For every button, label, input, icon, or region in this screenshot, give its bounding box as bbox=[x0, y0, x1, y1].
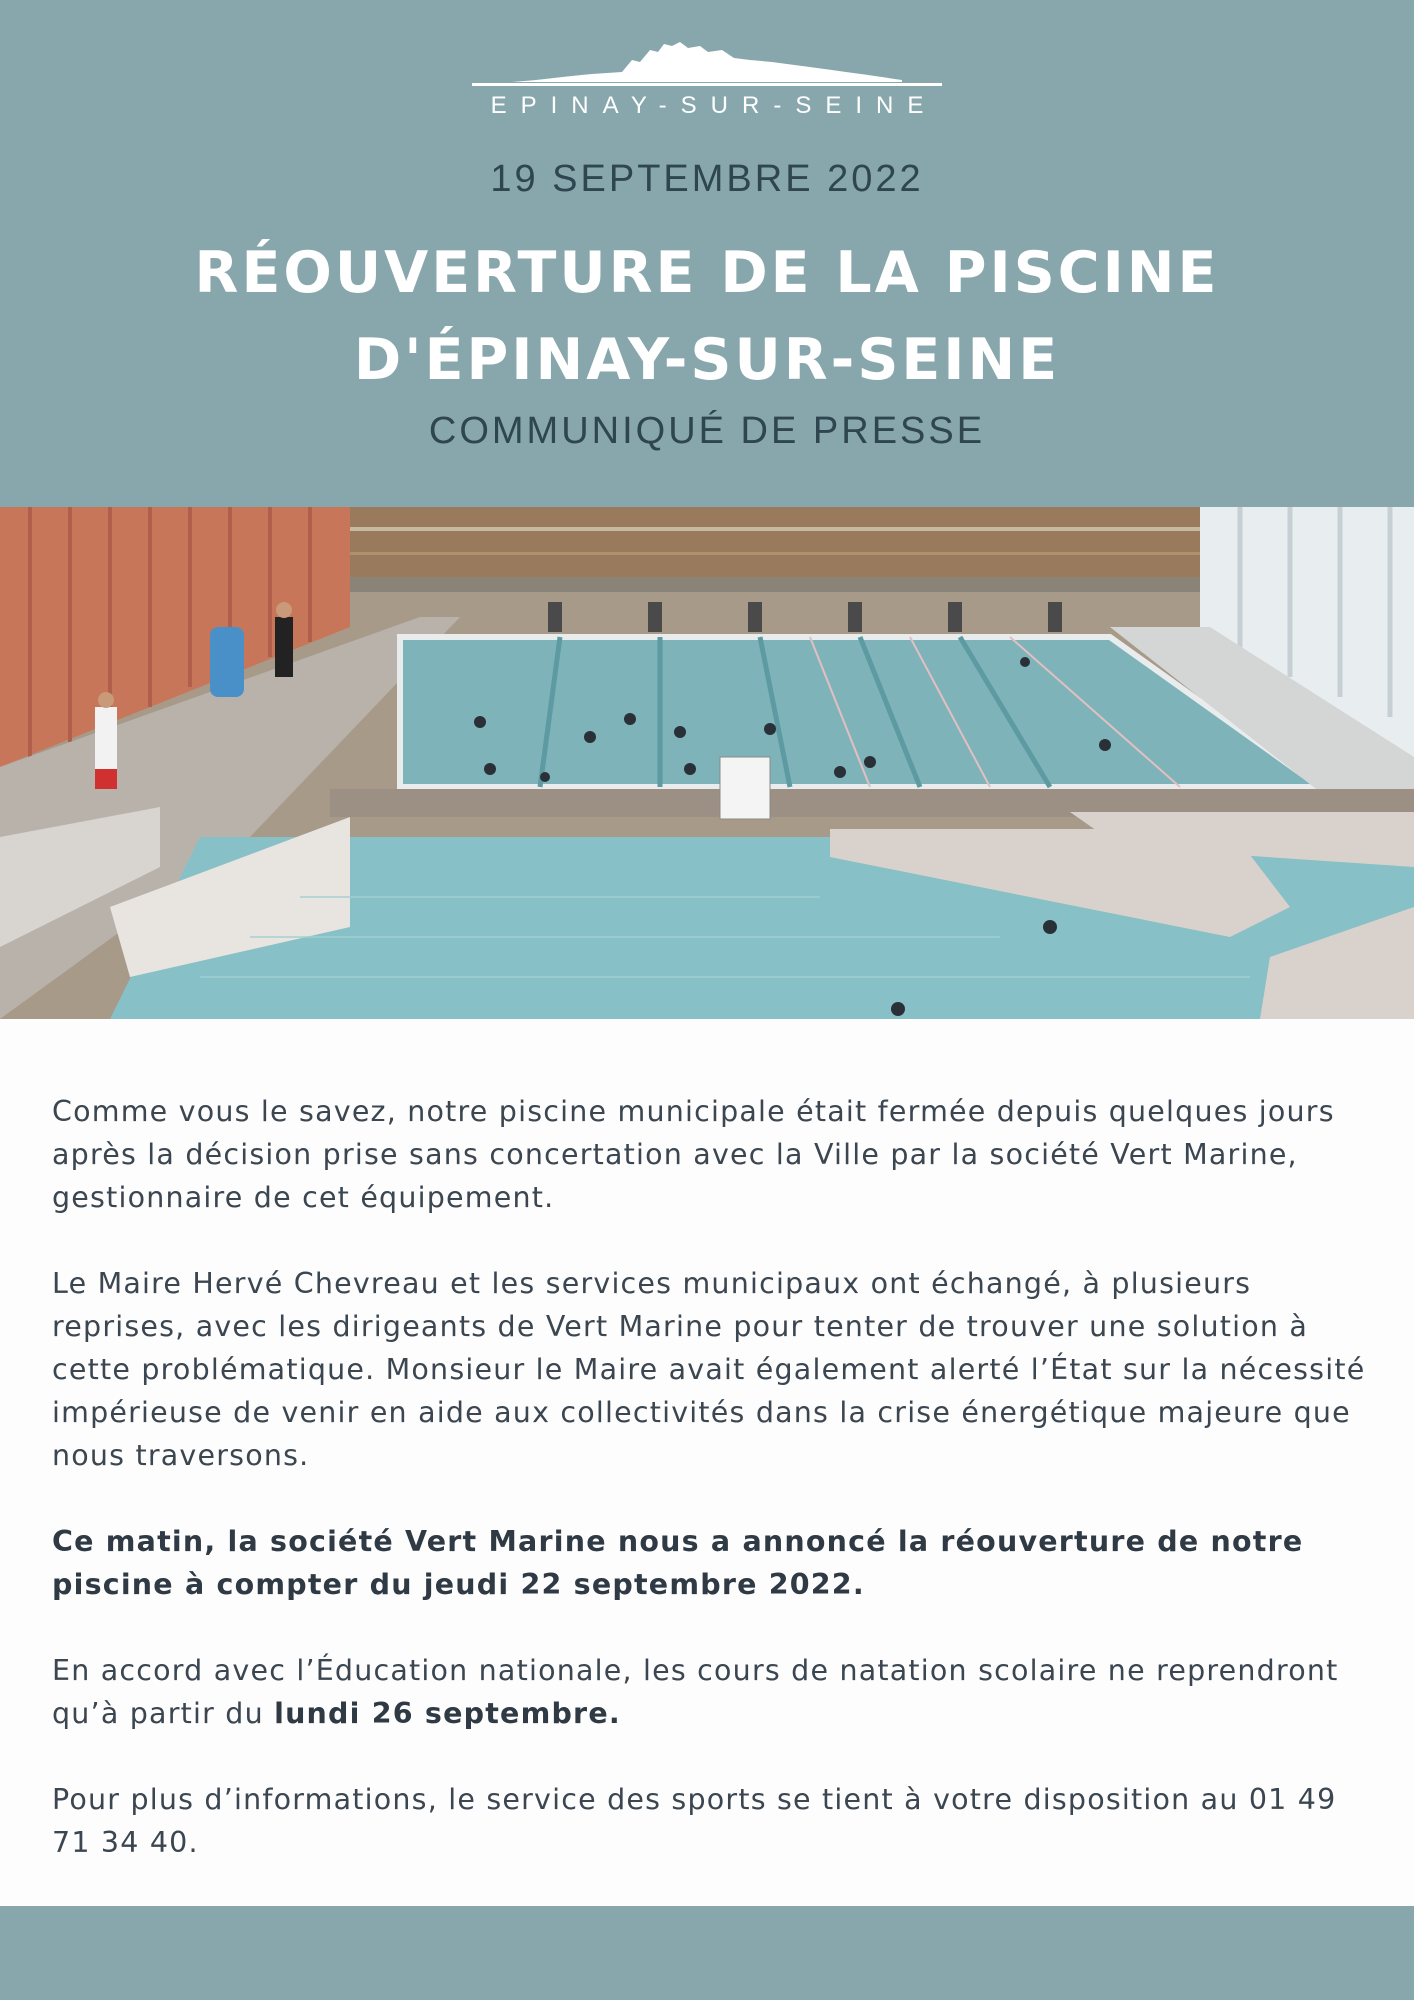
school-resume-date: lundi 26 septembre. bbox=[274, 1697, 621, 1730]
footer-band bbox=[0, 1906, 1414, 2000]
paragraph-school-swimming bbox=[52, 1649, 1372, 1735]
title-line-1: RÉOUVERTURE DE LA PISCINE bbox=[194, 240, 1220, 306]
paragraph-negotiations: Le Maire Hervé Chevreau et les services municipaux ont échangé, à plusieurs reprises, avec les dirigeants de Vert Marine pour tenter de trouver une solution à cette problématique. Monsieur le Maire avait également alerté l’État sur la nécessité impérieuse de venir en aide aux collectivités dans la crise énergétique majeure que nous traversons. bbox=[52, 1267, 1366, 1472]
page-subtitle: COMMUNIQUÉ DE PRESSE bbox=[428, 410, 986, 452]
reopening-announcement: Ce matin, la société Vert Marine nous a annoncé la réouverture de notre piscine à compter du jeudi 22 septembre 2022. bbox=[52, 1525, 1304, 1601]
press-release-body bbox=[52, 1090, 1372, 1907]
logo-text: EPINAY-SUR-SEINE bbox=[490, 92, 938, 119]
paragraph-reopening bbox=[52, 1520, 1372, 1606]
page-title bbox=[0, 230, 1414, 404]
press-release-date: 19 SEPTEMBRE 2022 bbox=[490, 158, 924, 200]
school-swimming-text: En accord avec l’Éducation nationale, les cours de natation scolaire ne reprendront qu’à partir du bbox=[52, 1654, 1339, 1730]
paragraph-contact: Pour plus d’informations, le service des sports se tient à votre disposition au 01 49 71 34 40. bbox=[52, 1783, 1337, 1859]
header-banner bbox=[0, 0, 1414, 507]
title-line-2: D'ÉPINAY-SUR-SEINE bbox=[353, 327, 1061, 393]
swimming-pool-photo bbox=[0, 507, 1414, 1019]
paragraph-closure: Comme vous le savez, notre piscine municipale était fermée depuis quelques jours après la décision prise sans concertation avec la Ville par la société Vert Marine, gestionnaire de cet équipement. bbox=[52, 1095, 1335, 1214]
